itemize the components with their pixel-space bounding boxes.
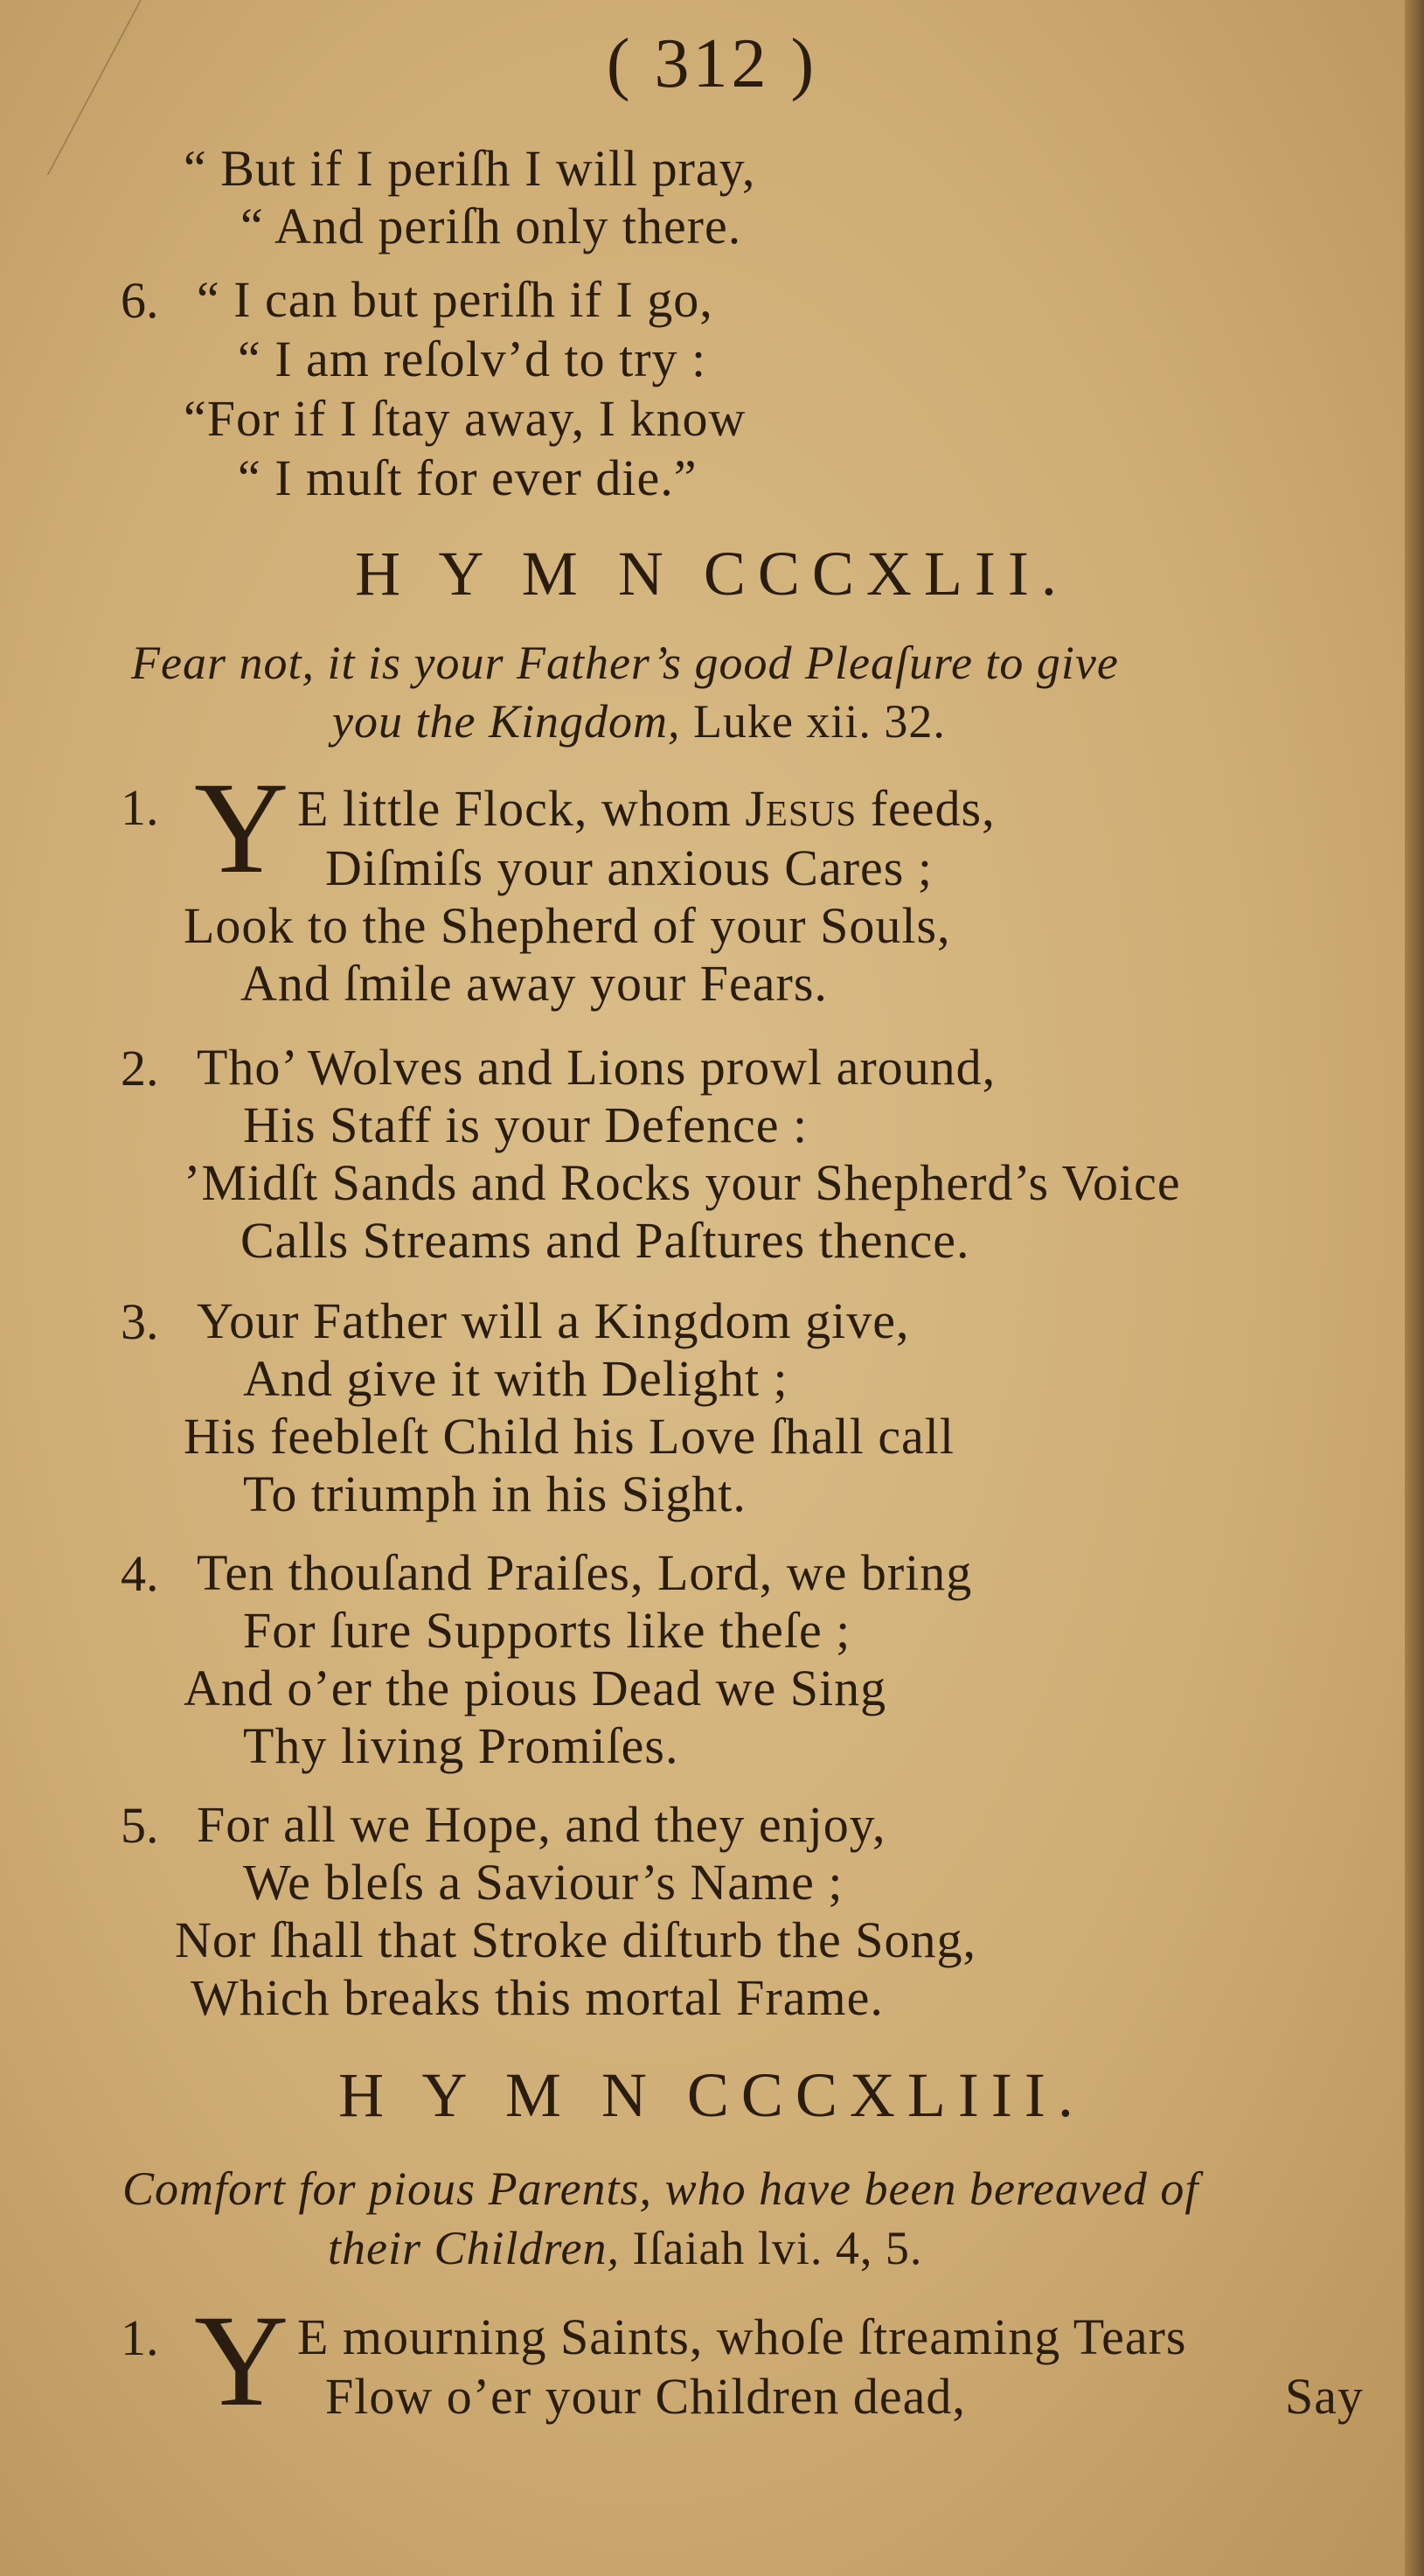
verse-text: E little Flock, whom <box>297 780 732 837</box>
verse-line: Diſmiſs your anxious Cares ; <box>325 839 933 896</box>
verse-line: E mourning Saints, whoſe ſtreaming Tears <box>297 2308 1187 2365</box>
page-edge <box>1405 0 1424 2576</box>
caption-text: their Children, <box>328 2222 620 2274</box>
verse-line: Which breaks this mortal Frame. <box>191 1969 884 2026</box>
verse-line: Nor ſhall that Stroke diſturb the Song, <box>175 1911 976 1968</box>
stanza-number: 5. <box>121 1797 159 1854</box>
stanza-number: 2. <box>121 1040 159 1097</box>
page-number: ( 312 ) <box>606 25 818 102</box>
catchword: Say <box>1285 2368 1364 2425</box>
verse-line: And ſmile away your Fears. <box>240 955 828 1012</box>
hymn-title: H Y M N CCCXLII. <box>355 539 1069 609</box>
verse-line: Flow o’er your Children dead, <box>325 2368 966 2425</box>
verse-line: “ I muſt for ever die.” <box>238 449 698 506</box>
verse-line: Calls Streams and Paſtures thence. <box>240 1212 970 1269</box>
verse-line: His Staff is your Defence : <box>243 1097 809 1153</box>
scripture-reference: Iſaiah lvi. 4, 5. <box>632 2222 923 2274</box>
verse-line: Tho’ Wolves and Lions prowl around, <box>197 1039 997 1096</box>
verse-line: To triumph in his Sight. <box>243 1466 747 1522</box>
verse-line: ’Midſt Sands and Rocks your Shepherd’s Voice <box>184 1154 1181 1211</box>
drop-cap: Y <box>194 755 289 901</box>
verse-line <box>297 780 996 838</box>
verse-line: His feebleſt Child his Love ſhall call <box>184 1408 955 1465</box>
hymn-title: H Y M N CCCXLIII. <box>338 2060 1086 2130</box>
verse-line: And give it with Delight ; <box>243 1350 788 1407</box>
verse-line: “ I am reſolv’d to try : <box>238 331 707 387</box>
verse-line: For ſure Supports like theſe ; <box>243 1602 851 1659</box>
caption-text: you the Kingdom, <box>332 695 681 748</box>
caption-text: Fear not, it is your Father’s good Pleaſure to give <box>131 637 1119 689</box>
verse-text: feeds, <box>870 780 996 837</box>
stanza-number: 1. <box>121 2309 159 2366</box>
verse-line: For all we Hope, and they enjoy, <box>197 1796 886 1853</box>
drop-cap: Y <box>194 2288 289 2433</box>
verse-line: “ But if I periſh I will pray, <box>184 140 756 197</box>
stanza-number: 1. <box>121 779 159 836</box>
verse-line: And o’er the pious Dead we Sing <box>184 1660 887 1716</box>
hymn-caption <box>332 693 946 750</box>
stanza-number: 6. <box>121 272 159 329</box>
stanza-number: 4. <box>121 1545 159 1602</box>
verse-line: Thy living Promiſes. <box>243 1717 679 1774</box>
hymn-caption <box>131 634 1119 692</box>
hymn-caption <box>122 2160 1198 2217</box>
caption-text: Comfort for pious Parents, who have been bereaved of <box>122 2162 1199 2215</box>
verse-line: “ And periſh only there. <box>240 198 742 254</box>
verse-line: Look to the Shepherd of your Souls, <box>184 897 951 954</box>
hymn-caption <box>328 2219 922 2277</box>
verse-line: Your Father will a Kingdom give, <box>197 1292 910 1349</box>
stanza-number: 3. <box>121 1293 159 1350</box>
divine-name: Jesus <box>745 780 858 837</box>
scripture-reference: Luke xii. 32. <box>692 695 946 748</box>
verse-line: “For if I ſtay away, I know <box>184 390 747 447</box>
verse-line: Ten thouſand Praiſes, Lord, we bring <box>197 1544 973 1601</box>
verse-line: “ I can but periſh if I go, <box>197 271 713 328</box>
verse-line: We bleſs a Saviour’s Name ; <box>243 1854 844 1911</box>
